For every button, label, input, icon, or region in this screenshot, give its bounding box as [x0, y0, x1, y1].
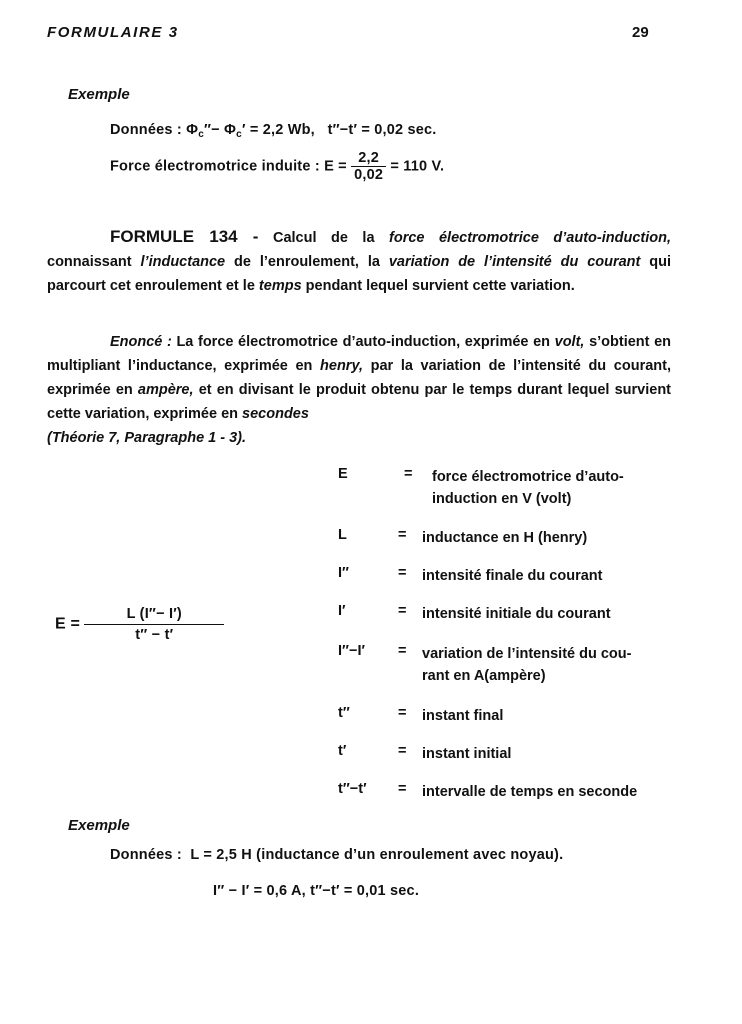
fraction-denominator: 0,02: [354, 167, 384, 183]
formula-intro-paragraph: FORMULE 134 - Calcul de la force électromotrice d’auto-induction, connaissant l’inductance de l’enroulement, la variation de l’intensité du courant qui parcourt cet enroulement et le temps pendant lequel survient cette variation.: [47, 227, 672, 294]
example-heading: Exemple: [68, 86, 130, 103]
result-label: Force électromotrice induite : E =: [110, 158, 347, 175]
inductance-value: L = 2,5 H (inductance d’un enroulement avec noyau).: [190, 847, 564, 863]
equation-lhs: E =: [55, 615, 81, 633]
formula-title: FORMULE 134 -: [110, 227, 259, 246]
result-fraction: [351, 150, 386, 183]
legend-row-t-final: t″ = instant final: [338, 705, 504, 724]
legend-row-L: L = inductance en H (henry): [338, 527, 588, 546]
legend-row-I-initial: I′ = intensité initiale du courant: [338, 603, 611, 622]
flux-difference: $\Phi_c''- \Phi_c' = 2,2$ Wb,: [186, 122, 315, 140]
legend-row-t-initial: t′ = instant initial: [338, 743, 512, 762]
legend-row-I-variation: I″−I′ = variation de l’intensité du cou- rant en A(ampère): [338, 643, 632, 684]
result-value: = 110 V.: [390, 158, 445, 175]
legend-row-E: E = force électromotrice d’auto- induction en V (volt): [338, 466, 624, 507]
enonce-label: Enoncé :: [110, 334, 172, 350]
example1-data-line: [110, 122, 437, 140]
fraction-numerator: 2,2: [351, 150, 386, 167]
equation-fraction: [84, 606, 224, 643]
running-title: FORMULAIRE 3: [47, 24, 179, 41]
legend-row-t-interval: t″−t′ = intervalle de temps en seconde: [338, 781, 638, 800]
main-equation: [55, 606, 224, 643]
example2-data-line1: [110, 847, 563, 863]
example2-data-line2: I″ − I′ = 0,6 A, t″−t′ = 0,01 sec.: [213, 883, 420, 899]
equation-denominator: t″ − t′: [135, 627, 174, 643]
data-label: Données :: [110, 122, 182, 138]
example2-heading: Exemple: [68, 817, 130, 834]
legend-row-I-final: I″ = intensité finale du courant: [338, 565, 603, 584]
theory-reference: (Théorie 7, Paragraphe 1 - 3).: [47, 430, 247, 446]
example1-result-line: [110, 150, 444, 183]
data-label: Données :: [110, 847, 182, 863]
equation-numerator: L (I″− I′): [84, 606, 224, 625]
time-difference: t″−t′ = 0,02 sec.: [327, 122, 437, 138]
enonce-paragraph: Enoncé : La force électromotrice d’auto-induction, exprimée en volt, s’obtient en multipliant l’inductance, exprimée en henry, par la variation de l’intensité du courant, exprimée en ampère, et en divisant le produit obtenu par le temps durant lequel survient cette variation, exprimée en secondes (Théorie 7, Paragraphe 1 - 3).: [47, 334, 672, 446]
page-number: 29: [632, 24, 649, 41]
